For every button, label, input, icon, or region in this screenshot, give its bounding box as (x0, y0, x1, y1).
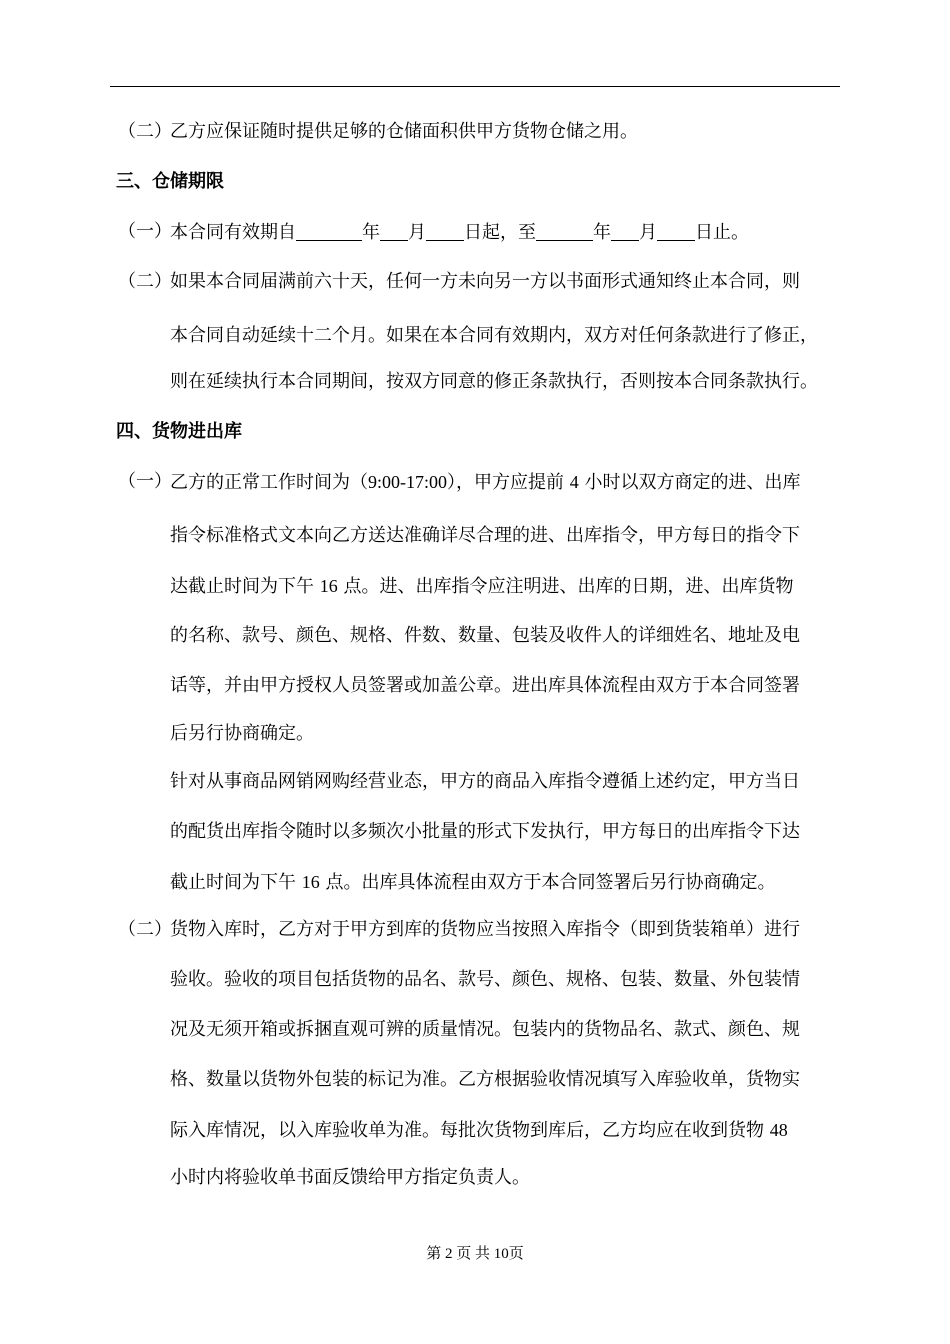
clause-text: 格、数量以货物外包装的标记为准。乙方根据验收情况填写入库验收单，货物实 (170, 1069, 800, 1090)
blank-month-from[interactable] (380, 220, 408, 241)
year-label: 年 (362, 222, 380, 243)
clause-text: 况及无须开箱或拆捆直观可辨的质量情况。包装内的货物品名、款式、颜色、规 (170, 1019, 800, 1040)
text-run: 达截止时间为下午 (170, 576, 314, 597)
clause-number: （二） (118, 271, 172, 292)
clause-text: 货物入库时，乙方对于甲方到库的货物应当按照入库指令（即到货装箱单）进行 (170, 919, 800, 940)
to-label: 日止。 (695, 222, 749, 243)
clause-number: （一） (118, 221, 172, 242)
blank-day-to[interactable] (657, 220, 695, 241)
clause-text (170, 1118, 788, 1143)
deadline-hour: 16 (319, 576, 338, 596)
clause-number: （二） (118, 919, 172, 940)
blank-day-from[interactable] (426, 220, 464, 241)
clause-text: 针对从事商品网销网购经营业态，甲方的商品入库指令遵循上述约定，甲方当日 (170, 771, 800, 792)
clause-text: 则在延续执行本合同期间，按双方同意的修正条款执行，否则按本合同条款执行。 (170, 371, 818, 392)
clause-text: 的配货出库指令随时以多频次小批量的形式下发执行，甲方每日的出库指令下达 (170, 821, 800, 842)
clause-text: 话等，并由甲方授权人员签署或加盖公章。进出库具体流程由双方于本合同签署 (170, 675, 800, 696)
text-run: 乙方的正常工作时间为（ (170, 472, 368, 493)
feedback-hours: 48 (769, 1120, 788, 1140)
clause-text: 指令标准格式文本向乙方送达准确详尽合理的进、出库指令，甲方每日的指令下 (170, 525, 800, 546)
from-label: 日起，至 (464, 222, 536, 243)
blank-year-to[interactable] (536, 220, 593, 241)
clause-text: 本合同自动延续十二个月。如果在本合同有效期内，双方对任何条款进行了修正， (170, 325, 818, 346)
work-hours: 9:00-17:00 (368, 472, 447, 492)
clause-text (170, 574, 793, 599)
clause-text (170, 220, 749, 245)
year-label: 年 (593, 222, 611, 243)
clause-number: （一） (118, 471, 172, 492)
month-label: 月 (408, 222, 426, 243)
deadline-hour: 16 (301, 872, 320, 892)
clause-text: 乙方应保证随时提供足够的仓储面积供甲方货物仓储之用。 (170, 121, 638, 142)
clause-text: 小时内将验收单书面反馈给甲方指定负责人。 (170, 1167, 530, 1188)
text-run: 点。出库具体流程由双方于本合同签署后另行协商确定。 (325, 872, 776, 893)
section-heading-text: 四、货物进出库 (116, 421, 242, 442)
validity-text: 本合同有效期自 (170, 222, 296, 243)
advance-hours: 4 (569, 472, 579, 492)
clause-text: 验收。验收的项目包括货物的品名、款号、颜色、规格、包装、数量、外包装情 (170, 969, 800, 990)
text-run: 点。进、出库指令应注明进、出库的日期，进、出库货物 (343, 576, 794, 597)
blank-month-to[interactable] (611, 220, 639, 241)
month-label: 月 (639, 222, 657, 243)
clause-text: 的名称、款号、颜色、规格、件数、数量、包装及收件人的详细姓名、地址及电 (170, 625, 800, 646)
clause-number: （二） (118, 121, 172, 142)
text-run: ），甲方应提前 (447, 472, 564, 493)
page-footer: 第 2 页 共 10页 (426, 1246, 524, 1262)
clause-text (170, 870, 775, 895)
text-run: 小时以双方商定的进、出库 (584, 472, 801, 493)
header-rule (110, 86, 840, 87)
text-run: 截止时间为下午 (170, 872, 296, 893)
clause-text: 如果本合同届满前六十天，任何一方未向另一方以书面形式通知终止本合同，则 (170, 271, 800, 292)
blank-year-from[interactable] (296, 220, 362, 241)
clause-text (170, 470, 800, 495)
clause-text: 后另行协商确定。 (170, 723, 314, 744)
text-run: 际入库情况，以入库验收单为准。每批次货物到库后，乙方均应在收到货物 (170, 1120, 764, 1141)
section-heading-text: 三、仓储期限 (116, 171, 224, 192)
